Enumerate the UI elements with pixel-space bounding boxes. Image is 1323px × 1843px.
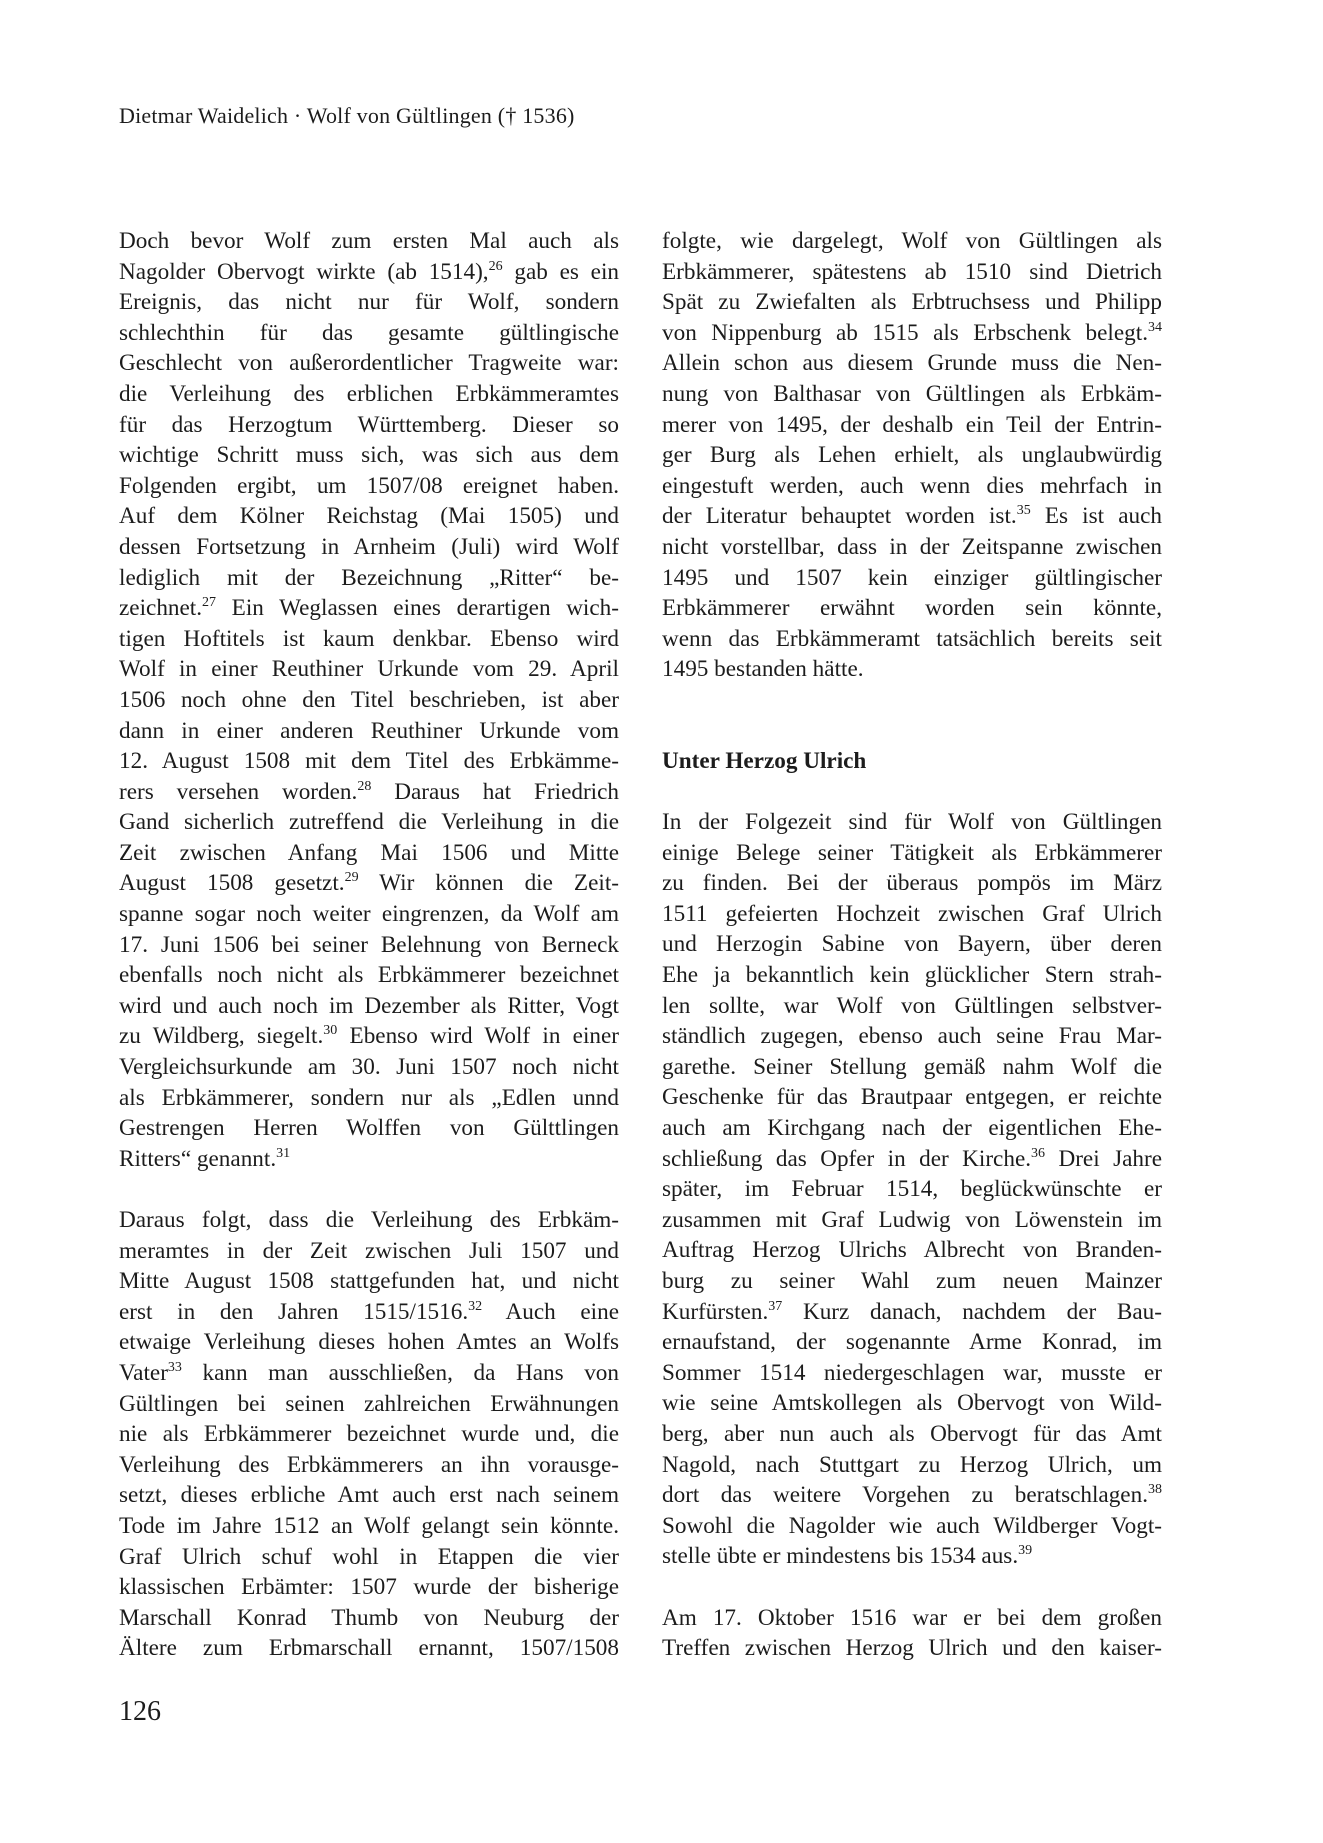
text-line: zeichnet.$^{27}$ Ein Weglassen eines derartigen wich- [119, 595, 619, 622]
footnote-ref: 33 [167, 1359, 182, 1375]
text-line: Auf dem Kölner Reichstag (Mai 1505) und [119, 503, 619, 530]
text-line: Doch bevor Wolf zum ersten Mal auch als [119, 228, 619, 254]
text-line: Kurfürsten.$^{37}$ Kurz danach, nachdem der Bau- [662, 1298, 1162, 1325]
text-line: und Herzogin Sabine von Bayern, über deren [662, 931, 1162, 958]
text-line: stelle übte er mindestens bis 1534 aus.$^{39}$ [662, 1543, 1033, 1570]
text-line: garethe. Seiner Stellung gemäß nahm Wolf die [662, 1053, 1162, 1080]
text-line: rers versehen worden.$^{28}$ Daraus hat Friedrich [119, 778, 620, 805]
text-line: ebenfalls noch nicht als Erbkämmerer bezeichnet [119, 962, 619, 989]
text-line: setzt, dieses erbliche Amt auch erst nach seinem [119, 1482, 619, 1509]
text-line: nung von Balthasar von Gültlingen als Erbkäm- [662, 380, 1162, 407]
text-line: Graf Ulrich schuf wohl in Etappen die vier [119, 1543, 619, 1570]
footnote-ref: 38 [1148, 1482, 1162, 1498]
text-line: lediglich mit der Bezeichnung „Ritter“ be- [119, 564, 619, 591]
text-line: zu Wildberg, siegelt.$^{30}$ Ebenso wird Wolf in einer [119, 1023, 619, 1050]
paragraph [662, 807, 1162, 1572]
text-line: wenn das Erbkämmeramt tatsächlich bereits seit [662, 625, 1162, 652]
text-line: wird und auch noch im Dezember als Ritter, Vogt [119, 992, 619, 1019]
text-line: dort das weitere Vorgehen zu beratschlagen.$^{38}$ [662, 1482, 1162, 1509]
text-line: nicht vorstellbar, dass in der Zeitspanne zwischen [662, 533, 1162, 560]
text-line: 12. August 1508 mit dem Titel des Erbkämme- [119, 748, 619, 775]
text-line: zu finden. Bei der überaus pompös im März [662, 870, 1162, 897]
paragraph [119, 226, 619, 1174]
text-line: schließung das Opfer in der Kirche.$^{36}$ Drei Jahre [662, 1145, 1162, 1172]
text-line: Sowohl die Nagolder wie auch Wildberger Vogt- [662, 1512, 1162, 1539]
text-line: August 1508 gesetzt.$^{29}$ Wir können die Zeit- [119, 870, 619, 897]
text-line: schlechthin für das gesamte gültlingische [119, 319, 619, 346]
paragraph [662, 226, 1162, 685]
text-line: wie seine Amtskollegen als Obervogt von Wild- [662, 1390, 1162, 1417]
text-line: Folgenden ergibt, um 1507/08 ereignet haben. [119, 472, 619, 499]
text-line: berg, aber nun auch als Obervogt für das Amt [662, 1420, 1162, 1447]
text-line: merer von 1495, der deshalb ein Teil der Entrin- [662, 411, 1162, 438]
text-line: Vergleichsurkunde am 30. Juni 1507 noch nicht [119, 1054, 619, 1081]
footnote-ref: 27 [202, 595, 217, 611]
footnote-ref: 36 [1031, 1145, 1046, 1161]
text-line: burg zu seiner Wahl zum neuen Mainzer [662, 1268, 1162, 1294]
text-line: Tode im Jahre 1512 an Wolf gelangt sein könnte. [119, 1512, 619, 1539]
text-line: dessen Fortsetzung in Arnheim (Juli) wird Wolf [119, 533, 619, 560]
text-line: Zeit zwischen Anfang Mai 1506 und Mitte [119, 839, 619, 866]
text-line: Nagolder Obervogt wirkte (ab 1514),$^{26}$ gab es ein [119, 258, 619, 285]
paragraph [119, 1205, 619, 1664]
text-line: nie als Erbkämmerer bezeichnet wurde und, die [119, 1421, 619, 1448]
right-column [662, 226, 1162, 1664]
text-line: Erbkämmerer, spätestens ab 1510 sind Dietrich [662, 258, 1162, 285]
text-line: 1506 noch ohne den Titel beschrieben, ist aber [119, 686, 619, 713]
text-line: Gestrengen Herren Wolffen von Gülttlingen [119, 1115, 619, 1142]
text-line: Erbkämmerer erwähnt worden sein könnte, [662, 595, 1162, 622]
text-line: einige Belege seiner Tätigkeit als Erbkämmerer [662, 839, 1162, 866]
text-line: als Erbkämmerer, sondern nur als „Edlen unnd [119, 1084, 619, 1111]
text-line: ger Burg als Lehen erhielt, als unglaubwürdig [662, 442, 1162, 469]
text-line: Treffen zwischen Herzog Ulrich und den kaiser- [662, 1635, 1162, 1662]
text-line: Ehe ja bekanntlich kein glücklicher Stern strah- [662, 962, 1162, 989]
text-line: 1495 und 1507 kein einziger gültlingischer [662, 564, 1162, 591]
text-line: die Verleihung des erblichen Erbkämmeramtes [119, 380, 619, 407]
text-line: Spät zu Zwiefalten als Erbtruchsess und Philipp [662, 289, 1162, 316]
text-line: Allein schon aus diesem Grunde muss die Nen- [662, 350, 1162, 377]
text-line: für das Herzogtum Württemberg. Dieser so [119, 411, 619, 438]
text-line: später, im Februar 1514, beglückwünschte er [662, 1176, 1162, 1203]
text-line: etwaige Verleihung dieses hohen Amtes an Wolfs [119, 1329, 619, 1356]
text-line: von Nippenburg ab 1515 als Erbschenk belegt.$^{34}$ [662, 319, 1162, 346]
text-line: eingestuft werden, auch wenn dies mehrfach in [662, 472, 1162, 499]
text-line: meramtes in der Zeit zwischen Juli 1507 und [119, 1237, 619, 1264]
text-line: dann in einer anderen Reuthiner Urkunde vom [119, 717, 619, 744]
footnote-ref: 37 [768, 1298, 783, 1314]
footnote-ref: 30 [323, 1023, 338, 1039]
text-line: 1495 bestanden hätte. [662, 656, 864, 683]
text-line: len sollte, war Wolf von Gültlingen selbstver- [662, 992, 1162, 1019]
text-line: Vater$^{33}$ kann man ausschließen, da Hans von [119, 1359, 619, 1386]
text-line: Wolf in einer Reuthiner Urkunde vom 29. April [119, 656, 619, 683]
text-line: wichtige Schritt muss sich, was sich aus dem [119, 442, 619, 469]
footnote-ref: 35 [1016, 503, 1031, 519]
text-line: Geschlecht von außerordentlicher Tragweite war: [119, 350, 619, 377]
text-line: ernaufstand, der sogenannte Arme Konrad, im [662, 1329, 1162, 1356]
running-head: Dietmar Waidelich · Wolf von Gültlingen († 1536) [119, 103, 575, 128]
text-line: Ereignis, das nicht nur für Wolf, sondern [119, 289, 619, 316]
text-line: tigen Hoftitels ist kaum denkbar. Ebenso wird [119, 625, 619, 652]
text-line: zusammen mit Graf Ludwig von Löwenstein im [662, 1206, 1162, 1233]
text-line: auch am Kirchgang nach der eigentlichen Ehe- [662, 1115, 1162, 1142]
text-line: Nagold, nach Stuttgart zu Herzog Ulrich, um [662, 1451, 1162, 1478]
footnote-ref: 34 [1148, 319, 1162, 335]
text-line: Verleihung des Erbkämmerers an ihn vorausge- [119, 1451, 619, 1478]
text-line: Gültlingen bei seinen zahlreichen Erwähnungen [119, 1390, 619, 1417]
text-line: In der Folgezeit sind für Wolf von Gültlingen [662, 809, 1162, 836]
text-line: erst in den Jahren 1515/1516.32 Auch eine [119, 1298, 619, 1325]
text-line: Auftrag Herzog Ulrichs Albrecht von Branden- [662, 1237, 1162, 1264]
footnote-ref: 26 [488, 258, 503, 274]
section-heading: Unter Herzog Ulrich [662, 747, 867, 774]
footnote-ref: 29 [344, 870, 359, 886]
text-line: 1511 gefeierten Hochzeit zwischen Graf Ulrich [662, 900, 1162, 927]
page-number: 126 [119, 1696, 161, 1727]
text-line: Am 17. Oktober 1516 war er bei dem großen [662, 1604, 1162, 1631]
text-line: Ältere zum Erbmarschall ernannt, 1507/1508 [119, 1635, 619, 1662]
footnote-ref: 32 [468, 1298, 483, 1314]
text-line: Geschenke für das Brautpaar entgegen, er reichte [662, 1084, 1162, 1111]
text-line: ständlich zugegen, ebenso auch seine Frau Mar- [662, 1023, 1162, 1050]
footnote-ref: 31 [276, 1145, 291, 1161]
text-line: 17. Juni 1506 bei seiner Belehnung von Berneck [119, 931, 619, 958]
text-line: klassischen Erbämter: 1507 wurde der bisherige [119, 1574, 619, 1601]
text-line: folgte, wie dargelegt, Wolf von Gültlingen als [662, 228, 1162, 254]
paragraph [662, 1603, 1162, 1664]
footnote-ref: 28 [357, 778, 372, 794]
text-line: Daraus folgt, dass die Verleihung des Erbkäm- [119, 1207, 619, 1233]
text-line: Mitte August 1508 stattgefunden hat, und nicht [119, 1268, 619, 1295]
left-column [119, 226, 619, 1664]
text-line: der Literatur behauptet worden ist.$^{35}$ Es ist auch [662, 503, 1162, 530]
text-line: Ritters“ genannt.$^{31}$ [119, 1145, 291, 1172]
text-line: spanne sogar noch weiter eingrenzen, da Wolf am [119, 901, 619, 928]
text-line: Gand sicherlich zutreffend die Verleihung in die [119, 809, 619, 836]
text-line: Sommer 1514 niedergeschlagen war, musste er [662, 1359, 1162, 1386]
text-line: Marschall Konrad Thumb von Neuburg der [119, 1604, 619, 1631]
footnote-ref: 39 [1018, 1543, 1033, 1559]
